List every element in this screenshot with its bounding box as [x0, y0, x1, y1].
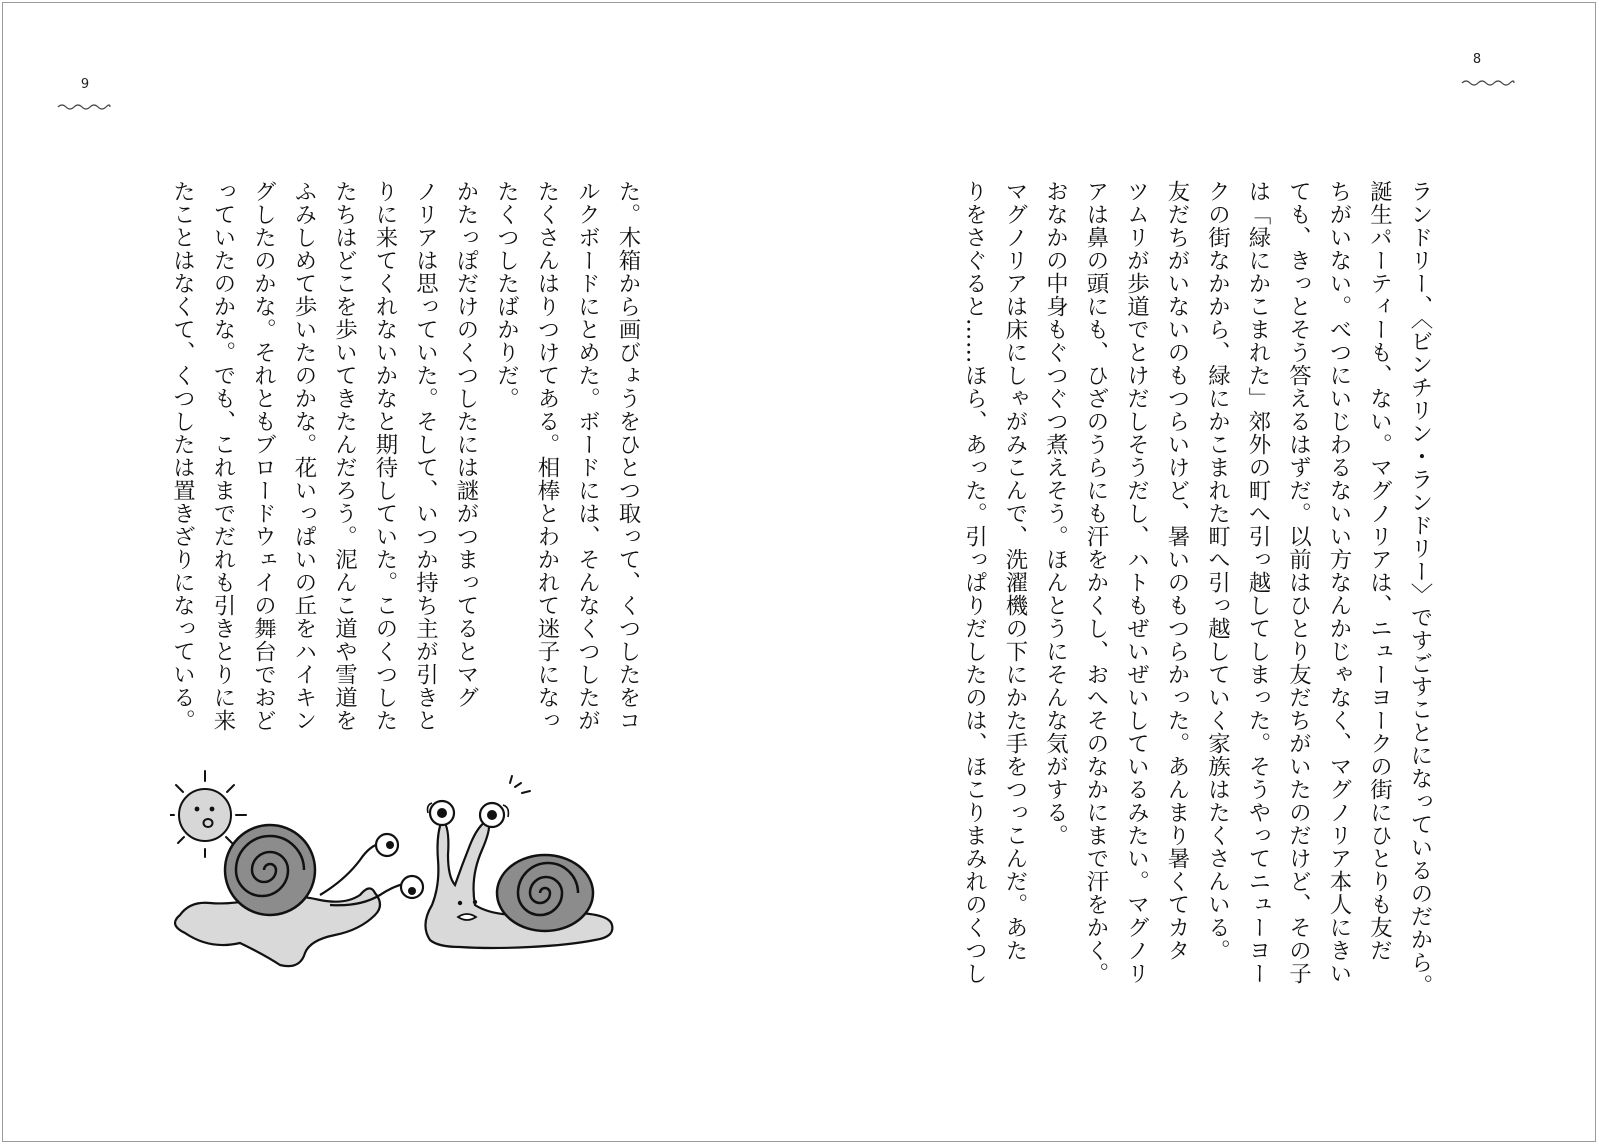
page-number-right: 8 [1472, 52, 1482, 67]
text-column: かたっぽだけのくつしたには謎がつまってるとマグ [453, 180, 479, 709]
melting-snail-icon [175, 825, 423, 966]
text-column: ランドリー、〈ビンチリン・ランドリー〉ですごすことになっているのだから。 [1407, 180, 1433, 997]
snails-illustration [170, 765, 630, 975]
text-column: りをさぐると……ほら、あった。引っぱりだしたのは、ほこりまみれのくつし [961, 180, 988, 985]
text-column: ふみしめて歩いたのかな。花いっぱいの丘をハイキン [291, 180, 317, 732]
text-column: マグノリアは床にしゃがみこんで、洗濯機の下にかた手をつっこんだ。あた [1002, 180, 1028, 962]
text-column: たくつしたばかりだ。 [493, 180, 520, 410]
text-column: 誕生パーティーも、ない。マグノリアは、ニューヨークの街にひとりも友だ [1366, 180, 1393, 962]
page-ornament-wave-icon [56, 102, 112, 112]
text-column: は「緑にかこまれた」郊外の町へ引っ越してしまった。そうやってニューヨー [1245, 180, 1271, 985]
text-column: ルクボードにとめた。ボードには、そんなくつしたが [574, 180, 601, 732]
text-column: た。木箱から画びょうをひとつ取って、くつしたをコ [615, 180, 641, 732]
text-column: 友だちがいないのもつらいけど、暑いのもつらかった。あんまり暑くてカタ [1164, 180, 1190, 962]
text-column: たことはなくて、くつしたは置きざりになっている。 [169, 180, 196, 732]
text-column: ツムリが歩道でとけだしそうだし、ハトもぜいぜいしているみたい。マグノリ [1123, 180, 1150, 985]
text-column: ノリアは思っていた。そして、いつか持ち主が引きと [412, 180, 439, 732]
text-column: グしたのかな。それともブロードウェイの舞台でおど [250, 180, 277, 732]
right-page-body [940, 180, 1440, 1010]
text-column: たくさんはりつけてある。相棒とわかれて迷子になっ [534, 180, 560, 732]
text-column: おなかの中身もぐつぐつ煮えそう。ほんとうにそんな気がする。 [1042, 180, 1069, 847]
text-column: りに来てくれないかなと期待していた。このくつした [372, 180, 398, 732]
text-column: アは鼻の頭にも、ひざのうらにも汗をかくし、おへそのなかにまで汗をかく。 [1083, 180, 1109, 985]
text-column: クの街なかから、緑にかこまれた町へ引っ越していく家族はたくさんいる。 [1204, 180, 1231, 962]
text-column: ちがいない。べつにいじわるないい方なんかじゃなく、マグノリア本人にきい [1326, 180, 1352, 985]
page-ornament-wave-icon [1460, 78, 1516, 88]
text-column: たちはどこを歩いてきたんだろう。泥んこ道や雪道を [331, 180, 358, 732]
text-column: っていたのかな。でも、これまでだれも引きとりに来 [210, 180, 236, 732]
startled-snail-icon [425, 776, 612, 948]
left-page-body [148, 180, 648, 760]
text-column: ても、きっとそう答えるはずだ。以前はひとり友だちがいたのだけど、その子 [1285, 180, 1312, 985]
page-number-left: 9 [80, 77, 90, 92]
